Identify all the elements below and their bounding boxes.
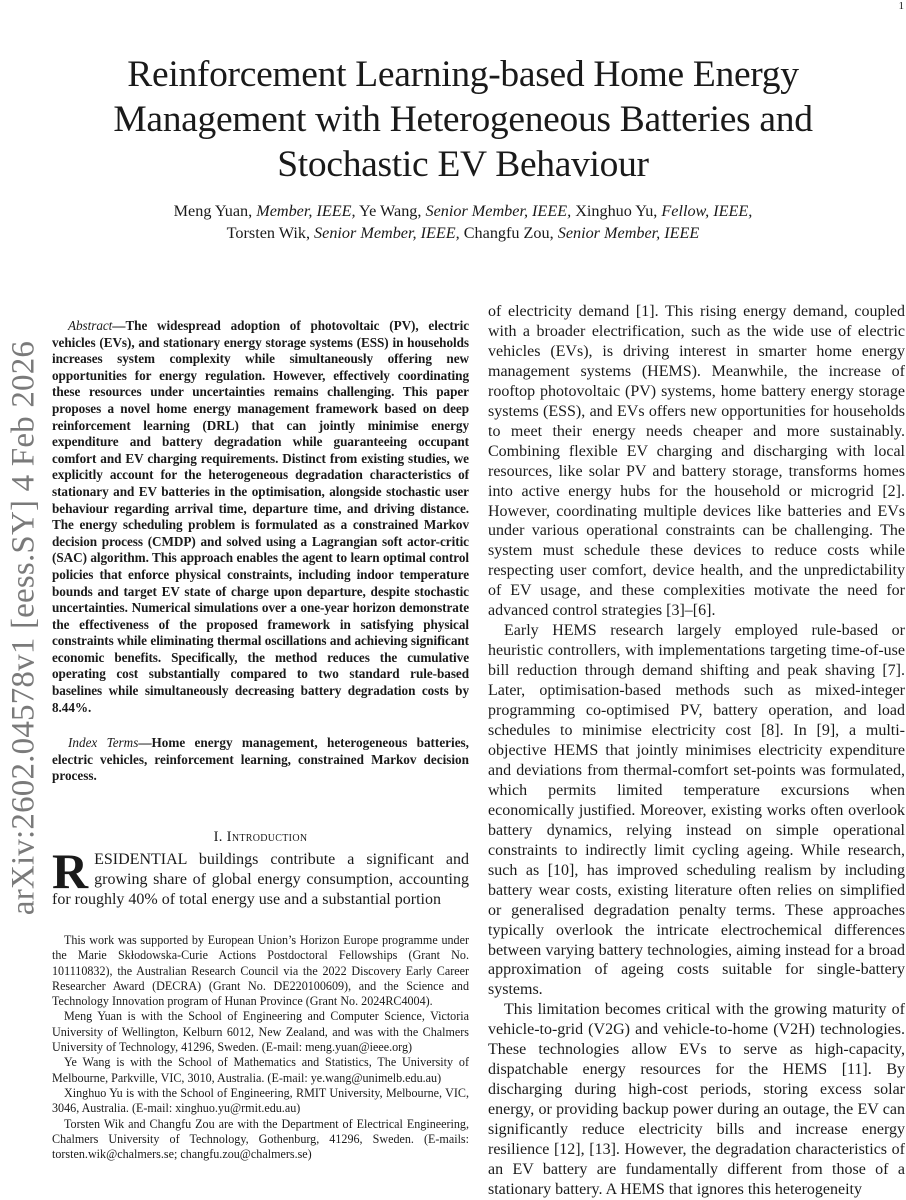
index-terms-label: Index Terms: [68, 735, 139, 750]
body-paragraph: of electricity demand [1]. This rising energy demand, coupled with a broader electrification, such as the wide use of electric vehicles (EVs), is driving interest in smarter home energy management systems (HEMS). Meanwhile, the increase of rooftop photovoltaic (PV) systems, home battery energy storage systems (ESS), and EVs offers new opportunities for households to meet their energy needs cheaper and more sustainably. Combining flexible EV charging and discharging with local resources, like solar PV and battery storage, transforms homes into active energy hubs for the household or microgrid [2]. However, coordinating multiple devices like batteries and EVs under various operational constraints can be challenging. The system must schedule these devices to reduce costs while respecting user comfort, device health, and the unpredictability of EV usage, and these complexities motivate the need for advanced control strategies [3]–[6].: [488, 303, 905, 620]
section-heading-introduction: I. Introduction: [213, 829, 308, 845]
author-role: Fellow, IEEE,: [661, 202, 753, 220]
intro-text: buildings contribute a significant and growing share of global energy consumption, accounting for roughly 40% of total energy use and a substantial portion: [52, 851, 469, 908]
intro-paragraph: [52, 843, 469, 910]
right-column-body: [488, 302, 905, 1200]
dropcap-letter: R: [52, 843, 89, 899]
author-name: Ye Wang,: [359, 202, 422, 220]
abstract-label: Abstract: [68, 318, 113, 333]
footnote-affiliation: Torsten Wik and Changfu Zou are with the Department of Electrical Engineering, Chalmers University of Technology, Gothenburg, 41296, Sweden. (E-mails: torsten.wik@chalmers.se; changfu.zou@chalmers.se): [52, 1116, 469, 1162]
author-line-2: [60, 222, 866, 244]
author-role: Member, IEEE,: [256, 202, 356, 220]
author-role: Senior Member, IEEE: [557, 224, 700, 242]
footnotes: [52, 933, 469, 1162]
abstract: [52, 318, 469, 716]
index-terms: [52, 735, 469, 785]
footnote-affiliation: Xinghuo Yu is with the School of Engineering, RMIT University, Melbourne, VIC, 3046, Australia. (E-mail: xinghuo.yu@rmit.edu.au): [52, 1085, 469, 1116]
author-name: Meng Yuan,: [173, 202, 253, 220]
footnote-affiliation: Ye Wang is with the School of Mathematics and Statistics, The University of Melbourne, Parkville, VIC, 3010, Australia. (E-mail: ye.wang@unimelb.edu.au): [52, 1055, 469, 1085]
author-role: Senior Member, IEEE,: [314, 224, 460, 242]
body-paragraph: This limitation becomes critical with the growing maturity of vehicle-to-grid (V2G) and vehicle-to-home (V2H) technologies. These technologies allow EVs to serve as high-capacity, dispatchable energy resources for the HEMS [11]. By discharging during high-cost periods, storing excess solar energy, or providing backup power during an outage, the EV can significantly reduce electricity bills and increase energy resilience [12], [13]. However, the degradation characteristics of an EV battery are fundamentally different from those of a stationary battery. A HEMS that ignores this heterogeneity: [488, 1001, 905, 1198]
body-paragraph: Early HEMS research largely employed rule-based or heuristic controllers, with implementations targeting time-of-use bill reduction through demand shifting and peak shaving [7]. Later, optimisation-based methods such as mixed-integer programming co-optimised PV, battery operation, and load schedules to minimise electricity cost [8]. In [9], a multi-objective HEMS that jointly minimises electricity expenditure and deviations from thermal-comfort set-points was formulated, which permits limited temperature excursions when economically justified. Moreover, existing works often overlook battery dynamics, relying instead on simple operational constraints to indirectly limit cycling ageing. While research, such as [10], has improved scheduling realism by including battery wear costs, existing literature often relies on simplified or generalised degradation penalty terms. These approaches typically overlook the intricate electrochemical differences between varying battery technologies, aiming instead for a broad approximation of ageing costs suitable for single-battery systems.: [488, 622, 905, 999]
paper-title: Reinforcement Learning-based Home Energy Management with Heterogeneous Batteries and Stochastic EV Behaviour: [113, 54, 813, 185]
footnote-funding: This work was supported by European Union’s Horizon Europe programme under the Marie Skłodowska-Curie Actions Postdoctoral Fellowships (Grant No. 101110832), the Australian Research Council via the 2022 Discovery Early Career Researcher Award (DECRA) (Grant No. DE220100609), and the Science and Technology Innovation program of Hunan Province (Grant No. 2024RC4004).: [52, 933, 469, 1009]
author-name: Torsten Wik,: [226, 224, 310, 242]
arxiv-identifier: arXiv:2602.04578v1 [eess.SY] 4 Feb 2026: [5, 340, 42, 916]
index-terms-dash: —: [138, 735, 152, 750]
abstract-text: The widespread adoption of photovoltaic (PV), electric vehicles (EVs), and stationary energy storage systems (ESS) in households increases system complexity while simultaneously offering new opportunities for energy regulation. However, effectively coordinating these resources under uncertainties remains challenging. This paper proposes a novel home energy management framework based on deep reinforcement learning (DRL) that can jointly minimise energy expenditure and battery degradation while guaranteeing occupant comfort and EV charging requirements. Distinct from existing studies, we explicitly account for the heterogeneous degradation characteristics of stationary and EV batteries in the optimisation, alongside stochastic user behaviour regarding arrival time, departure time, and driving distance. The energy scheduling problem is formulated as a constrained Markov decision process (CMDP) and solved using a Lagrangian soft actor-critic (SAC) algorithm. This approach enables the agent to learn optimal control policies that enforce physical constraints, including indoor temperature bounds and target EV state of charge upon departure, despite stochastic uncertainties. Numerical simulations over a one-year horizon demonstrate the effectiveness of the proposed framework in satisfying physical constraints while eliminating thermal oscillations and achieving significant economic benefits. Specifically, the method reduces the cumulative operating cost substantially compared to two standard rule-based baselines while simultaneously decreasing battery degradation costs by 8.44%.: [52, 318, 469, 715]
author-list: [60, 200, 866, 244]
page-number: 1: [898, 0, 904, 12]
lead-caps: ESIDENTIAL: [94, 851, 187, 868]
author-name: Changfu Zou,: [463, 224, 554, 242]
author-name: Xinghuo Yu,: [575, 202, 658, 220]
index-terms-text: Home energy management, heterogeneous batteries, electric vehicles, reinforcement learning, constrained Markov decision process.: [52, 735, 469, 784]
author-line-1: [60, 200, 866, 222]
arxiv-watermark: [4, 318, 44, 938]
abstract-dash: —: [112, 318, 126, 333]
author-role: Senior Member, IEEE,: [425, 202, 572, 220]
footnote-affiliation: Meng Yuan is with the School of Engineering and Computer Science, Victoria University of Wellington, Kelburn 6012, New Zealand, and was with the Chalmers University of Technology, 41296, Sweden. (E-mail: meng.yuan@ieee.org): [52, 1009, 469, 1055]
